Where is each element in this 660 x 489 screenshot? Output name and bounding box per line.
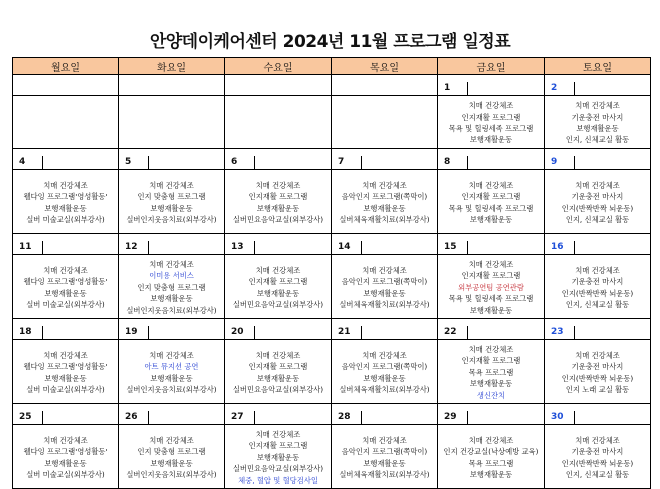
- program-cell-wed: [225, 170, 332, 234]
- program-item: 인지(반짝반짝 뇌운동): [561, 458, 634, 468]
- program-item: 치매 건강체조: [575, 101, 620, 111]
- program-item: 인지재활 프로그램: [248, 277, 308, 287]
- day-number: 20: [225, 326, 255, 339]
- page-title: 안양데이케어센터 2024년 11월 프로그램 일정표: [149, 32, 511, 52]
- date-cell-fri: [438, 404, 545, 425]
- program-item: 치매 건강체조: [255, 350, 301, 360]
- day-number: 23: [545, 326, 575, 339]
- program-cell-thu: [332, 255, 438, 319]
- weekday-header-tue: 화요일: [119, 58, 225, 75]
- program-item: 목욕 및 힐링세족 프로그램: [448, 294, 534, 304]
- program-item: 기운충전 마사지: [571, 447, 624, 457]
- program-item: 실버체육재활치료(외부강사): [339, 384, 430, 394]
- program-item: 치매 건강체조: [575, 265, 620, 275]
- program-list: [332, 170, 437, 233]
- day-number: 12: [119, 241, 149, 254]
- program-item: 실버체육재활치료(외부강사): [339, 469, 430, 479]
- weekday-header-sat: 토요일: [545, 58, 651, 75]
- program-cell-mon: [13, 425, 119, 489]
- program-cell-wed: [225, 255, 332, 319]
- program-item: 생신잔치: [476, 390, 506, 400]
- program-list: [332, 425, 437, 488]
- date-cell-sat: [545, 404, 651, 425]
- date-cell-wed: [225, 319, 332, 340]
- date-cell-wed: [225, 75, 332, 96]
- date-cell-mon: [13, 75, 119, 96]
- program-item: 인지, 신체교실 활동: [565, 214, 630, 224]
- program-item: 음악인지 프로그램(쪽막이): [341, 192, 428, 202]
- program-list: [13, 255, 118, 318]
- program-list: [119, 170, 224, 233]
- program-item: 실버인지웃음치료(외부강사): [126, 384, 217, 394]
- program-item: 인지재활 프로그램: [461, 271, 521, 281]
- program-item: 치매 건강체조: [149, 259, 194, 269]
- program-item: 실버민요음악교실(외부강사): [232, 384, 324, 394]
- date-cell-wed: [225, 234, 332, 255]
- program-item: 치매 건강체조: [575, 435, 620, 445]
- date-cell-mon: [13, 234, 119, 255]
- program-item: 실버인지웃음치료(외부강사): [126, 469, 217, 479]
- date-cell-tue: [119, 404, 225, 425]
- program-list: [545, 340, 650, 403]
- date-cell-thu: [332, 75, 438, 96]
- program-item: 실버 미술교실(외부강사): [26, 214, 105, 224]
- program-cell-sat: [545, 340, 651, 404]
- program-item: 인지재활 프로그램: [461, 192, 521, 202]
- program-item: 보행재활운동: [363, 373, 406, 383]
- date-cell-tue: [119, 149, 225, 170]
- week-4-program-row: [13, 340, 651, 404]
- program-item: 인지 맞춤형 프로그램: [137, 447, 206, 457]
- day-number: 11: [13, 241, 43, 254]
- program-cell-mon: [13, 96, 119, 149]
- program-item: 실버체육재활치료(외부강사): [339, 299, 430, 309]
- program-item: 인지 맞춤형 프로그램: [137, 282, 206, 292]
- program-list: [13, 96, 118, 148]
- week-2-program-row: [13, 170, 651, 234]
- program-cell-sat: [545, 255, 651, 319]
- program-item: 보행재활운동: [256, 452, 300, 462]
- program-item: 웰다잉 프로그램'영성활동': [23, 277, 108, 287]
- program-item: 보행재활운동: [256, 373, 300, 383]
- program-list: [119, 340, 224, 403]
- program-item: 인지(반짝반짝 뇌운동): [561, 373, 634, 383]
- date-cell-sat: [545, 75, 651, 96]
- program-cell-fri: [438, 96, 545, 149]
- program-item: 웰다잉 프로그램'영성활동': [23, 192, 108, 202]
- week-5-program-row: [13, 425, 651, 489]
- program-list: [438, 170, 544, 233]
- program-list: [545, 255, 650, 318]
- program-item: 보행재활운동: [363, 203, 406, 213]
- date-cell-sat: [545, 234, 651, 255]
- day-number: 14: [332, 241, 362, 254]
- program-item: 웰다잉 프로그램'영성활동': [23, 362, 108, 372]
- program-item: 목욕 프로그램: [468, 367, 514, 377]
- program-cell-tue: [119, 340, 225, 404]
- program-cell-sat: [545, 96, 651, 149]
- program-item: 보행재활운동: [150, 294, 193, 304]
- program-list: [225, 340, 331, 403]
- program-item: 치매 건강체조: [575, 350, 620, 360]
- date-cell-tue: [119, 75, 225, 96]
- weekday-header-wed: 수요일: [225, 58, 332, 75]
- day-number: 7: [332, 156, 362, 169]
- program-item: 치매 건강체조: [149, 180, 194, 190]
- program-item: 치매 건강체조: [362, 435, 407, 445]
- program-cell-mon: [13, 255, 119, 319]
- program-item: 인지재활 프로그램: [248, 192, 308, 202]
- program-item: 보행재활운동: [469, 135, 513, 145]
- program-item: 실버 미술교실(외부강사): [26, 299, 105, 309]
- day-number: 8: [438, 156, 468, 169]
- program-list: [332, 340, 437, 403]
- day-number: 1: [438, 82, 468, 95]
- date-cell-mon: [13, 319, 119, 340]
- program-list: [438, 255, 544, 318]
- program-cell-fri: [438, 255, 545, 319]
- program-item: 치매 건강체조: [43, 180, 88, 190]
- date-cell-sat: [545, 149, 651, 170]
- program-cell-tue: [119, 170, 225, 234]
- day-number: 22: [438, 326, 468, 339]
- day-number: 28: [332, 411, 362, 424]
- program-item: 보행재활운동: [363, 458, 406, 468]
- program-item: 인지, 신체교실 활동: [565, 469, 630, 479]
- program-item: 웰다잉 프로그램'영성활동': [23, 447, 108, 457]
- day-number: 15: [438, 241, 468, 254]
- weekday-header-row: [13, 58, 651, 75]
- program-item: 실버 미술교실(외부강사): [26, 469, 105, 479]
- program-list: [438, 340, 544, 403]
- program-cell-tue: [119, 96, 225, 149]
- program-cell-sat: [545, 425, 651, 489]
- day-number: 26: [119, 411, 149, 424]
- program-item: 보행재활운동: [150, 373, 193, 383]
- program-item: 보행재활운동: [469, 305, 513, 315]
- program-item: 보행재활운동: [150, 203, 193, 213]
- day-number: 18: [13, 326, 43, 339]
- date-cell-thu: [332, 234, 438, 255]
- calendar-table: [12, 57, 651, 489]
- program-item: 치매 건강체조: [255, 265, 301, 275]
- program-list: [13, 340, 118, 403]
- program-cell-wed: [225, 340, 332, 404]
- day-number: 13: [225, 241, 255, 254]
- program-item: 인지재활 프로그램: [248, 362, 308, 372]
- day-number: 25: [13, 411, 43, 424]
- day-number: 29: [438, 411, 468, 424]
- day-number: 30: [545, 411, 575, 424]
- program-item: 체중, 혈압 및 혈당검사일: [238, 475, 318, 485]
- program-item: 보행재활운동: [44, 373, 87, 383]
- date-cell-thu: [332, 149, 438, 170]
- program-list: [545, 96, 650, 148]
- program-item: 인지 건강교실(낙상예방 교육): [443, 447, 539, 457]
- date-cell-mon: [13, 149, 119, 170]
- weekday-header-fri: 금요일: [438, 58, 545, 75]
- program-item: 보행재활운동: [469, 214, 513, 224]
- program-cell-mon: [13, 170, 119, 234]
- week-2-date-row: [13, 149, 651, 170]
- program-list: [438, 96, 544, 148]
- program-item: 인지 맞춤형 프로그램: [137, 192, 206, 202]
- program-item: 인지(반짝반짝 뇌운동): [561, 288, 634, 298]
- program-item: 인지, 신체교실 활동: [565, 299, 630, 309]
- program-item: 치매 건강체조: [362, 350, 407, 360]
- program-item: 목욕 및 힐링세족 프로그램: [448, 124, 534, 133]
- program-item: 보행재활운동: [150, 458, 193, 468]
- program-item: 기운충전 마사지: [571, 192, 624, 202]
- program-list: [119, 255, 224, 318]
- program-cell-fri: [438, 170, 545, 234]
- date-cell-mon: [13, 404, 119, 425]
- program-item: 기운충전 마사지: [571, 362, 624, 372]
- day-number: 16: [545, 241, 575, 254]
- date-cell-thu: [332, 404, 438, 425]
- date-cell-wed: [225, 149, 332, 170]
- week-1-program-row: [13, 96, 651, 149]
- date-cell-fri: [438, 234, 545, 255]
- program-cell-wed: [225, 425, 332, 489]
- program-item: 치매 건강체조: [362, 265, 407, 275]
- week-3-date-row: [13, 234, 651, 255]
- program-item: 치매 건강체조: [149, 350, 194, 360]
- day-number: 21: [332, 326, 362, 339]
- program-list: [545, 425, 650, 488]
- day-number: 2: [545, 82, 575, 95]
- program-item: 보행재활운동: [576, 124, 619, 133]
- program-item: 음악인지 프로그램(쪽막이): [341, 362, 428, 372]
- program-item: 인지(반짝반짝 뇌운동): [561, 203, 634, 213]
- program-item: 아트 뮤지션 공연: [144, 362, 199, 372]
- program-item: 치매 건강체조: [468, 180, 514, 190]
- program-cell-fri: [438, 425, 545, 489]
- date-cell-tue: [119, 319, 225, 340]
- program-item: 치매 건강체조: [468, 344, 514, 354]
- program-item: 실버체육재활치료(외부강사): [339, 214, 430, 224]
- program-list: [13, 170, 118, 233]
- program-item: 실버민요음악교실(외부강사): [232, 299, 324, 309]
- program-item: 실버인지웃음치료(외부강사): [126, 214, 217, 224]
- program-item: 치매 건강체조: [43, 265, 88, 275]
- program-item: 이미용 서비스: [149, 271, 194, 281]
- program-item: 보행재활운동: [256, 288, 300, 298]
- week-3-program-row: [13, 255, 651, 319]
- program-item: 실버민요음악교실(외부강사): [232, 464, 324, 474]
- day-number: 4: [13, 156, 43, 169]
- program-cell-fri: [438, 340, 545, 404]
- program-item: 인지 노래 교실 활동: [565, 384, 630, 394]
- program-item: 인지재활 프로그램: [248, 441, 308, 451]
- program-item: 보행재활운동: [469, 469, 513, 479]
- program-item: 치매 건강체조: [43, 435, 88, 445]
- program-item: 치매 건강체조: [468, 435, 514, 445]
- week-4-date-row: [13, 319, 651, 340]
- program-item: 음악인지 프로그램(쪽막이): [341, 447, 428, 457]
- program-list: [119, 96, 224, 148]
- program-item: 치매 건강체조: [575, 180, 620, 190]
- date-cell-fri: [438, 149, 545, 170]
- program-item: 인지재활 프로그램: [461, 356, 521, 366]
- program-item: 치매 건강체조: [43, 350, 88, 360]
- program-cell-mon: [13, 340, 119, 404]
- program-item: 치매 건강체조: [255, 180, 301, 190]
- program-cell-thu: [332, 340, 438, 404]
- program-item: 보행재활운동: [44, 203, 87, 213]
- day-number: 9: [545, 156, 575, 169]
- program-list: [225, 425, 331, 488]
- program-cell-wed: [225, 96, 332, 149]
- program-list: [225, 255, 331, 318]
- program-item: 기운충전 마사지: [571, 112, 624, 122]
- day-number: 5: [119, 156, 149, 169]
- program-item: 보행재활운동: [44, 458, 87, 468]
- program-item: 실버인지웃음치료(외부강사): [126, 305, 217, 315]
- date-cell-thu: [332, 319, 438, 340]
- program-item: 보행재활운동: [256, 203, 300, 213]
- program-cell-thu: [332, 96, 438, 149]
- day-number: 27: [225, 411, 255, 424]
- program-item: 보행재활운동: [469, 379, 513, 389]
- program-list: [225, 96, 331, 148]
- program-item: 보행재활운동: [363, 288, 406, 298]
- week-5-date-row: [13, 404, 651, 425]
- date-cell-fri: [438, 319, 545, 340]
- program-list: [332, 255, 437, 318]
- date-cell-tue: [119, 234, 225, 255]
- program-cell-sat: [545, 170, 651, 234]
- program-item: 치매 건강체조: [255, 429, 301, 439]
- program-item: 인지재활 프로그램: [461, 112, 521, 122]
- program-item: 실버 미술교실(외부강사): [26, 384, 105, 394]
- program-item: 음악인지 프로그램(쪽막이): [341, 277, 428, 287]
- weekday-header-thu: 목요일: [332, 58, 438, 75]
- program-item: 치매 건강체조: [149, 435, 194, 445]
- program-cell-tue: [119, 255, 225, 319]
- weekday-header-mon: 월요일: [13, 58, 119, 75]
- day-number: 19: [119, 326, 149, 339]
- program-cell-thu: [332, 425, 438, 489]
- program-list: [119, 425, 224, 488]
- program-item: 인지, 신체교실 활동: [565, 135, 630, 145]
- week-1-date-row: [13, 75, 651, 96]
- date-cell-wed: [225, 404, 332, 425]
- program-item: 목욕 프로그램: [468, 458, 514, 468]
- date-cell-fri: [438, 75, 545, 96]
- program-item: 보행재활운동: [44, 288, 87, 298]
- program-cell-thu: [332, 170, 438, 234]
- program-item: 기운충전 마사지: [571, 277, 624, 287]
- program-item: 치매 건강체조: [362, 180, 407, 190]
- program-item: 목욕 및 힐링세족 프로그램: [448, 203, 534, 213]
- program-list: [545, 170, 650, 233]
- program-list: [332, 96, 437, 148]
- program-item: 치매 건강체조: [468, 259, 514, 269]
- program-list: [13, 425, 118, 488]
- program-list: [438, 425, 544, 488]
- program-item: 치매 건강체조: [468, 101, 514, 111]
- day-number: 6: [225, 156, 255, 169]
- program-cell-tue: [119, 425, 225, 489]
- program-item: 외부공연팀 공연관람: [458, 282, 524, 292]
- date-cell-sat: [545, 319, 651, 340]
- program-list: [225, 170, 331, 233]
- program-item: 실버민요음악교실(외부강사): [232, 214, 324, 224]
